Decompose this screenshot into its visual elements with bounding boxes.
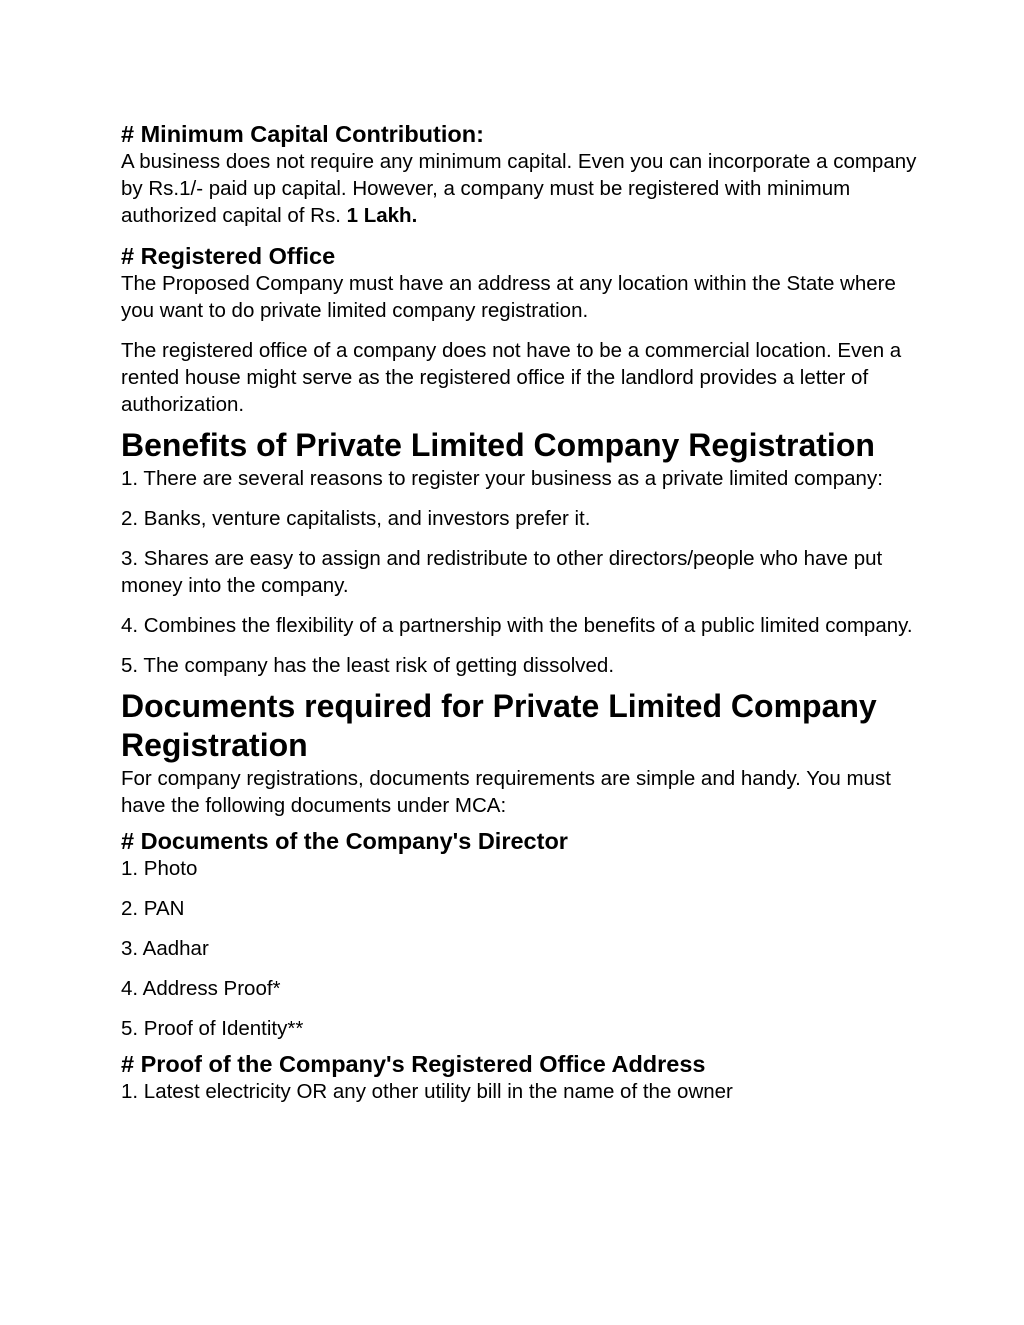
document-content bbox=[121, 120, 921, 1118]
director-docs-heading: # Documents of the Company's Director bbox=[121, 828, 568, 854]
list-item: 3. Aadhar bbox=[121, 937, 209, 960]
documents-intro: For company registrations, documents requirements are simple and handy. You must have the following documents under MCA: bbox=[121, 767, 891, 817]
registered-office-heading: # Registered Office bbox=[121, 243, 336, 269]
min-capital-text: A business does not require any minimum capital. Even you can incorporate a company by Rs.1/- paid up capital. However, a company must be registered with minimum authorized capital of Rs. bbox=[121, 150, 917, 227]
min-capital-amount: 1 Lakh. bbox=[346, 204, 418, 227]
list-item: 5. The company has the least risk of getting dissolved. bbox=[121, 654, 615, 677]
list-item: 2. PAN bbox=[121, 897, 185, 920]
list-item: 1. Latest electricity OR any other utility bill in the name of the owner bbox=[121, 1080, 733, 1103]
list-item: 3. Shares are easy to assign and redistribute to other directors/people who have put money into the company. bbox=[121, 547, 883, 597]
list-item: 1. Photo bbox=[121, 857, 198, 880]
min-capital-paragraph bbox=[121, 148, 921, 229]
list-item: 1. There are several reasons to register your business as a private limited company: bbox=[121, 467, 883, 490]
list-item: 2. Banks, venture capitalists, and investors prefer it. bbox=[121, 507, 591, 530]
office-proof-heading: # Proof of the Company's Registered Office Address bbox=[121, 1051, 706, 1077]
list-item: 4. Combines the flexibility of a partnership with the benefits of a public limited company. bbox=[121, 614, 913, 637]
list-item: 4. Address Proof* bbox=[121, 977, 281, 1000]
registered-office-paragraph-1: The Proposed Company must have an address at any location within the State where you want to do private limited company registration. bbox=[121, 272, 896, 322]
benefits-heading: Benefits of Private Limited Company Registration bbox=[121, 427, 875, 463]
documents-heading: Documents required for Private Limited Company Registration bbox=[121, 688, 877, 763]
registered-office-paragraph-2: The registered office of a company does not have to be a commercial location. Even a rented house might serve as the registered office if the landlord provides a letter of authorization. bbox=[121, 339, 902, 416]
min-capital-heading: # Minimum Capital Contribution: bbox=[121, 121, 484, 147]
list-item: 5. Proof of Identity** bbox=[121, 1017, 304, 1040]
